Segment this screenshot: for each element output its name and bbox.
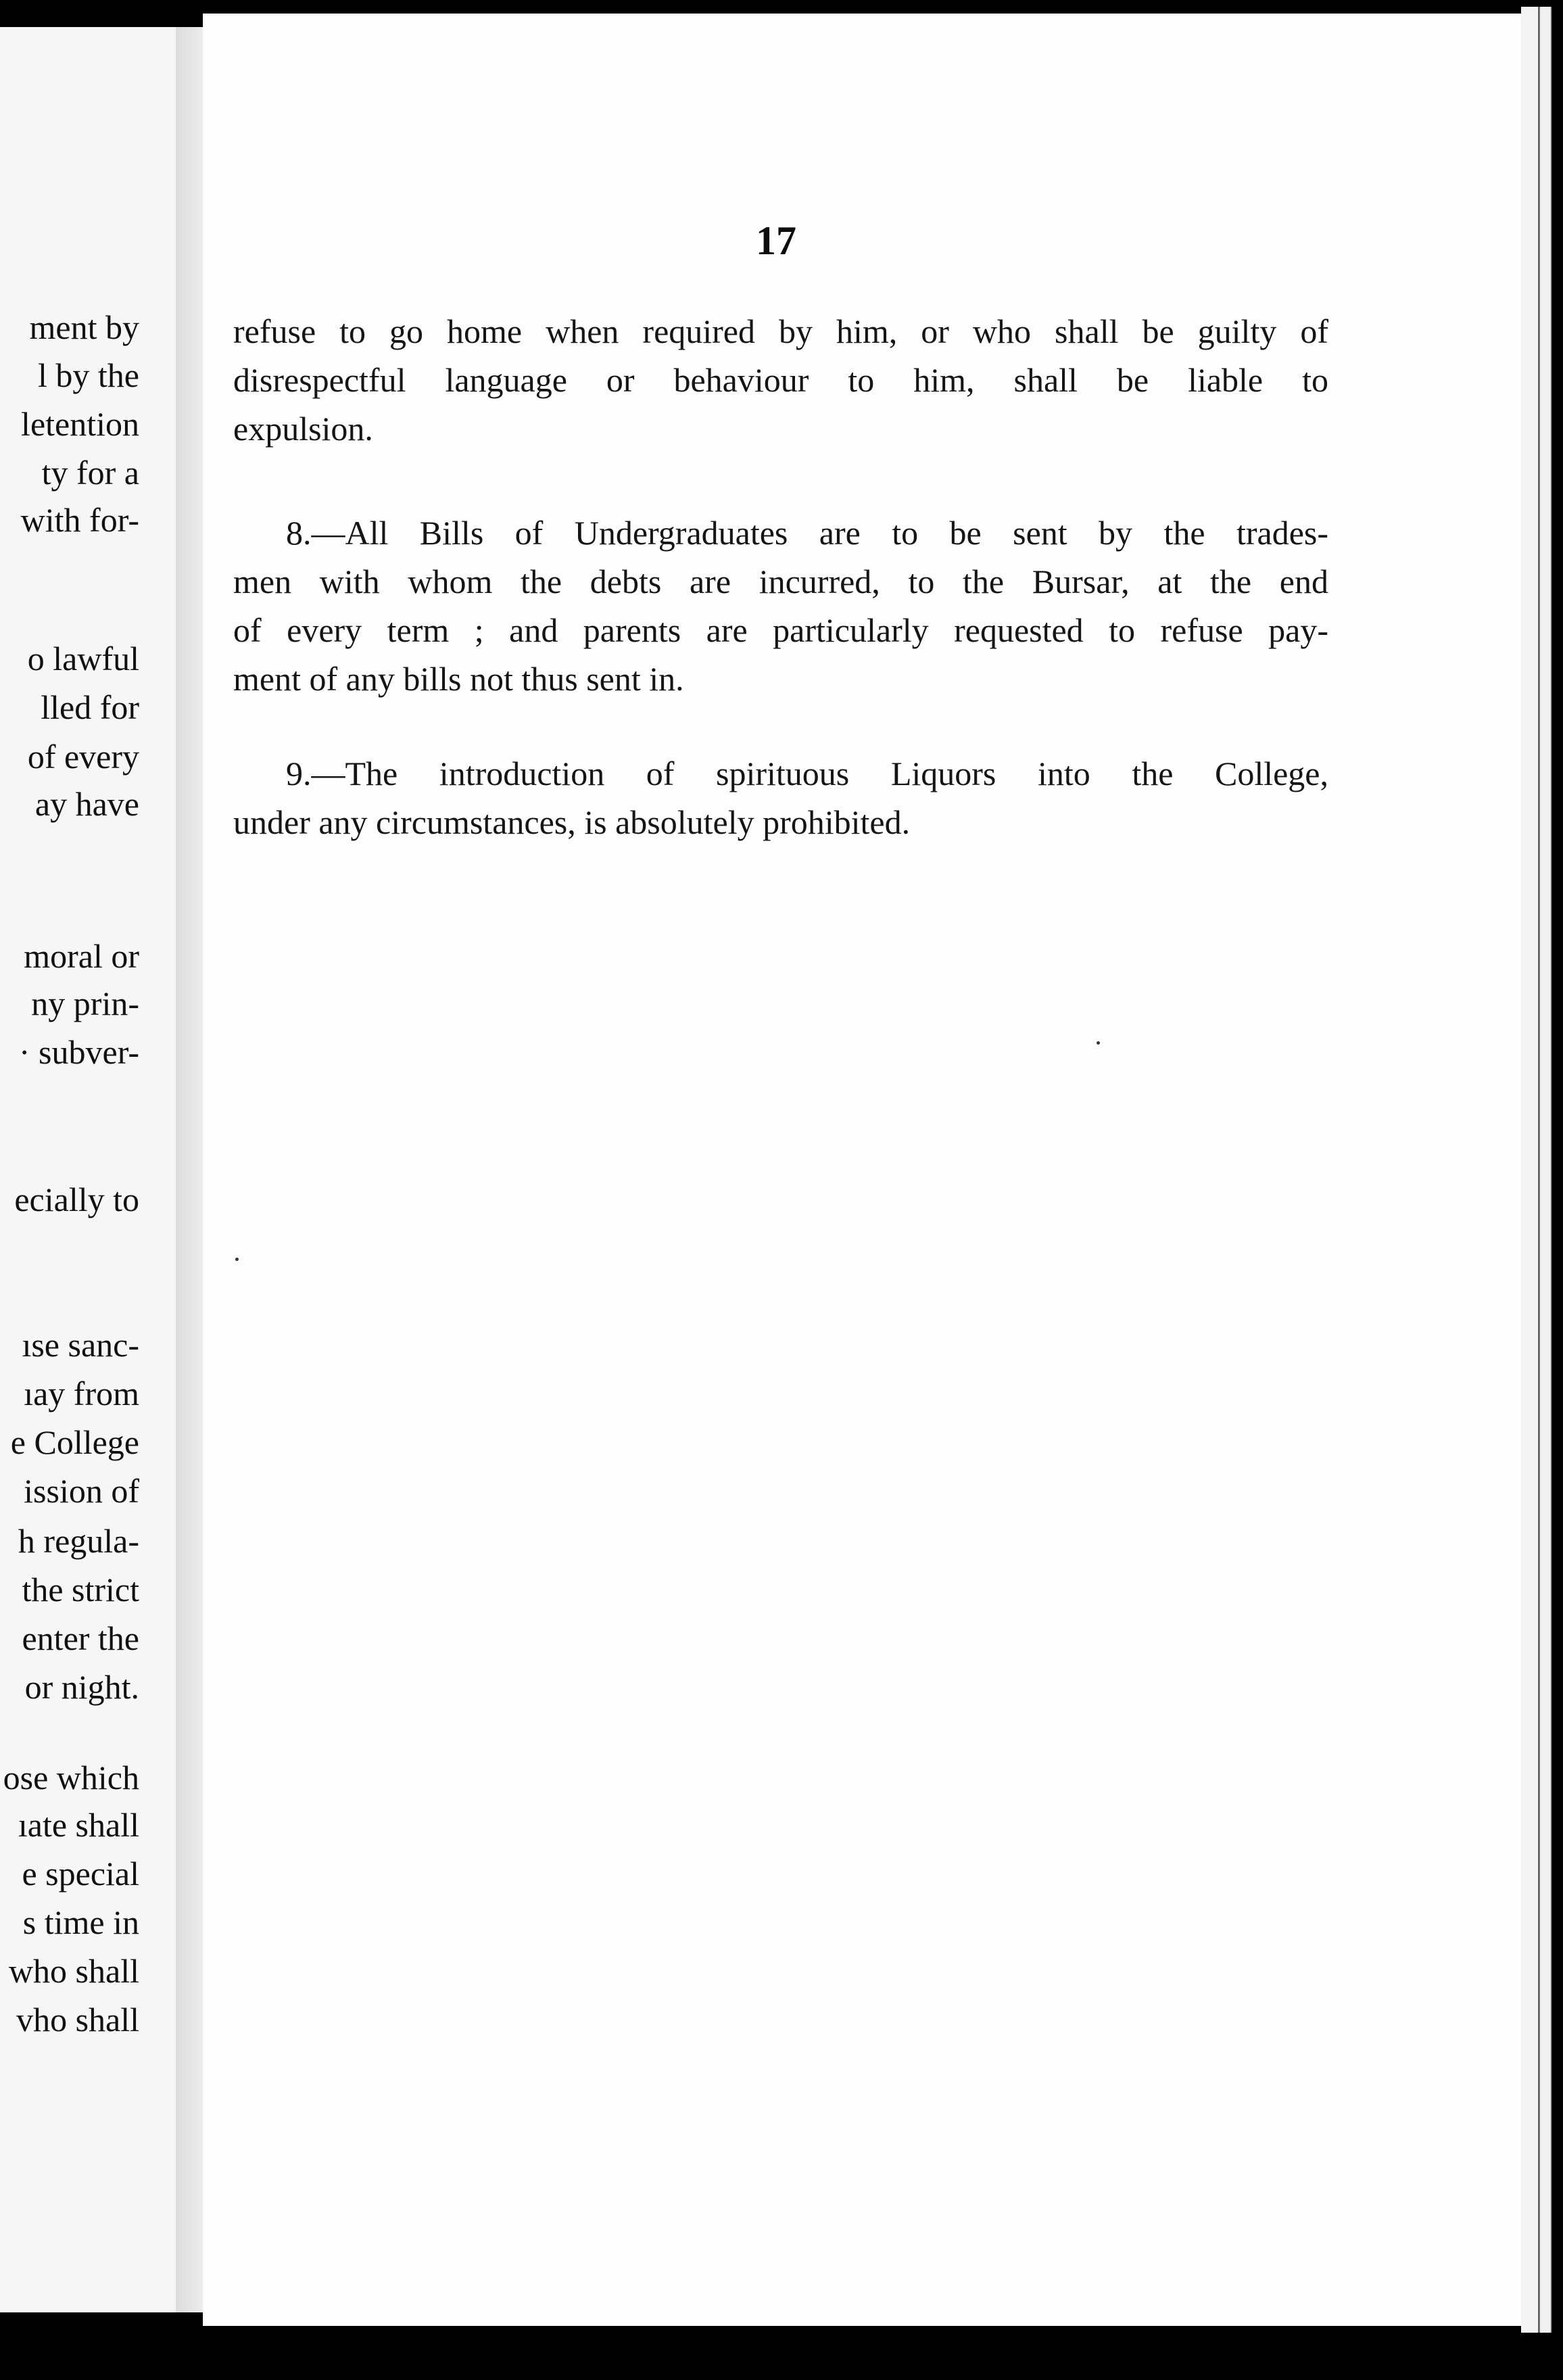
left-page-line: e special xyxy=(22,1855,139,1893)
left-page-line: s time in xyxy=(22,1903,139,1941)
paragraph-line: refuse to go home when required by him, or who shall be guilty of xyxy=(233,312,1328,350)
paragraph-9 xyxy=(233,749,1328,847)
left-page-line: ission of xyxy=(24,1472,139,1510)
left-page-line: ny prin- xyxy=(31,984,139,1022)
left-page-line: lled for xyxy=(41,688,139,726)
left-page-line: enter the xyxy=(22,1619,139,1657)
scan-speck xyxy=(1097,1041,1100,1045)
paragraph-line: ment of any bills not thus sent in. xyxy=(233,660,684,698)
paragraph-line: 9.—The introduction of spirituous Liquors into the College, xyxy=(286,755,1328,792)
page-number: 17 xyxy=(756,218,796,263)
left-page-line: ay have xyxy=(34,785,139,823)
paragraph-line: of every term ; and parents are particularly requested to refuse pay- xyxy=(233,611,1328,649)
left-page-line: ıate shall xyxy=(18,1806,139,1844)
paragraph-line: expulsion. xyxy=(233,410,373,448)
left-page-line: ıse sanc- xyxy=(22,1326,139,1364)
left-page-line: h regula- xyxy=(18,1522,139,1560)
scan-speck xyxy=(235,1258,239,1261)
left-page-line: ecially to xyxy=(14,1181,139,1218)
left-page-line: ıay from xyxy=(24,1375,139,1412)
paragraph-7-continued xyxy=(233,307,1328,453)
left-page-line: of every xyxy=(27,738,139,776)
paragraph-line: 8.—All Bills of Undergraduates are to be sent by the trades- xyxy=(286,514,1328,552)
left-page-line: ose which xyxy=(3,1759,139,1796)
left-page-line: or night. xyxy=(24,1668,139,1706)
left-page-line: with for- xyxy=(20,501,139,539)
left-page-line: o lawful xyxy=(27,640,139,677)
left-page-line: who shall xyxy=(8,1952,139,1990)
paragraph-line: under any circumstances, is absolutely prohibited. xyxy=(233,803,911,841)
paragraph-line: men with whom the debts are incurred, to the Bursar, at the end xyxy=(233,563,1328,600)
left-page-line: ty for a xyxy=(41,454,139,492)
left-page-line: the strict xyxy=(22,1571,139,1609)
left-page-line: l by the xyxy=(38,356,139,394)
left-page xyxy=(0,27,203,2312)
left-page-line: e College xyxy=(10,1423,139,1461)
paragraph-line: disrespectful language or behaviour to him, shall be liable to xyxy=(233,361,1328,399)
paragraph-8 xyxy=(233,508,1328,703)
left-page-line: vho shall xyxy=(16,2001,139,2039)
left-page-line: ment by xyxy=(29,308,139,346)
left-page-line: · subver- xyxy=(18,1033,139,1071)
left-page-line: letention xyxy=(21,405,139,443)
page-edge xyxy=(1521,7,1563,2333)
left-page-line: moral or xyxy=(24,937,139,975)
